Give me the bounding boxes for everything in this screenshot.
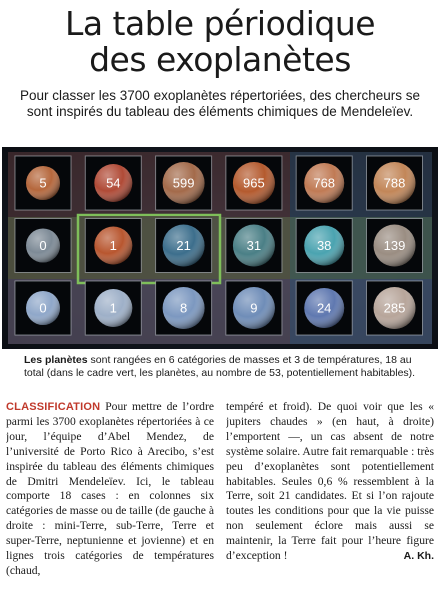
- planet-count: 1: [109, 238, 117, 253]
- author-signature: A. Kh.: [403, 550, 434, 563]
- planet-cell: [296, 281, 352, 335]
- planet-count: 599: [172, 175, 195, 191]
- planet-count: 139: [383, 238, 406, 253]
- article-body: [6, 400, 434, 604]
- planet-cell: [226, 281, 282, 335]
- title-line-2: des exoplanètes: [89, 40, 351, 79]
- planet-count: 0: [39, 300, 47, 316]
- planet-cell: [85, 219, 141, 273]
- title-line-1: La table périodique: [64, 4, 376, 43]
- planet-count: 965: [243, 175, 265, 191]
- planet-count: 0: [39, 238, 47, 253]
- headline: [0, 6, 440, 120]
- planet-cell: [367, 219, 423, 273]
- planet-cell: [15, 156, 71, 210]
- planet-cell: [226, 156, 282, 210]
- planet-count: 9: [250, 300, 258, 316]
- planet-cell: [85, 156, 141, 210]
- planet-cell: [367, 281, 423, 335]
- planet-cell: [296, 156, 352, 210]
- planet-count: 21: [176, 238, 191, 253]
- planet-cell: [296, 219, 352, 273]
- planet-count: 31: [246, 238, 262, 253]
- planet-cell: [367, 156, 423, 210]
- periodic-grid: [2, 147, 438, 349]
- planet-count: 1: [109, 300, 117, 316]
- figure-caption: [24, 354, 430, 379]
- planet-cell: [156, 281, 212, 335]
- planet-cell: [15, 281, 71, 335]
- caption-text: sont rangées en 6 catégories de masses et 3 de températures, 18 au total (dans le cadre vert, les planètes, au nombre de 53, potentiellement habitables).: [24, 354, 416, 379]
- article-column-1-text: Pour mettre de l’ordre parmi les 3700 exoplanètes répertoriées à ce jour, l’équipe d’Abel Mendez, de l’université de Porto Rico à Arecibo, s’est inspirée du tableau des éléments chimiques de Dmitri Mendeleïev. Ici, le tableau comporte 18 cases : en colonnes six catégories de masse ou de taille (de gauche à droite : mini-Terre, sub-Terre, Terre et super-Terre, neptunienne et jovienne) et en lignes trois catégories de températures (chaud,: [6, 400, 214, 577]
- planet-count: 8: [179, 300, 188, 316]
- planet-count: 38: [316, 238, 332, 253]
- subtitle: Pour classer les 3700 exoplanètes répertoriées, des chercheurs se sont inspirés du tableau des éléments chimiques de Mendeleïev.: [20, 88, 420, 119]
- planet-cell: [85, 281, 141, 335]
- article-column-2: [226, 400, 434, 604]
- planet-cell: [226, 219, 282, 273]
- planet-cell: [15, 219, 71, 273]
- article-kicker: CLASSIFICATION: [6, 401, 101, 413]
- page-title: [0, 6, 440, 78]
- planet-count: 54: [106, 175, 121, 191]
- planet-count: 5: [39, 175, 47, 191]
- article-column-2-text: tempéré et froid). De quoi voir que les « jupiters chaudes » (en haut, à droite) l’emportent —, un cas absent de notre système solaire. Autre fait remarquable : très peu d’exoplanètes sont potentiellement habitables. Seules 0,6 % ressemblent à la Terre, soit 21 candidates. Et si l’on rajoute toutes les conditions pour que la vie puisse non seulement éclore mais aussi se maintenir, la Terre fait pour l’heure figure d’exception !: [226, 400, 434, 563]
- planet-cell: [156, 156, 212, 210]
- planet-count: 285: [383, 300, 406, 316]
- planet-cell: [156, 219, 212, 273]
- caption-lead: Les planètes: [24, 354, 88, 366]
- planet-count: 24: [316, 300, 332, 316]
- planet-count: 788: [383, 175, 406, 191]
- exoplanet-table-graphic: [2, 147, 438, 349]
- article-column-1: [6, 400, 214, 604]
- planet-count: 768: [313, 175, 336, 191]
